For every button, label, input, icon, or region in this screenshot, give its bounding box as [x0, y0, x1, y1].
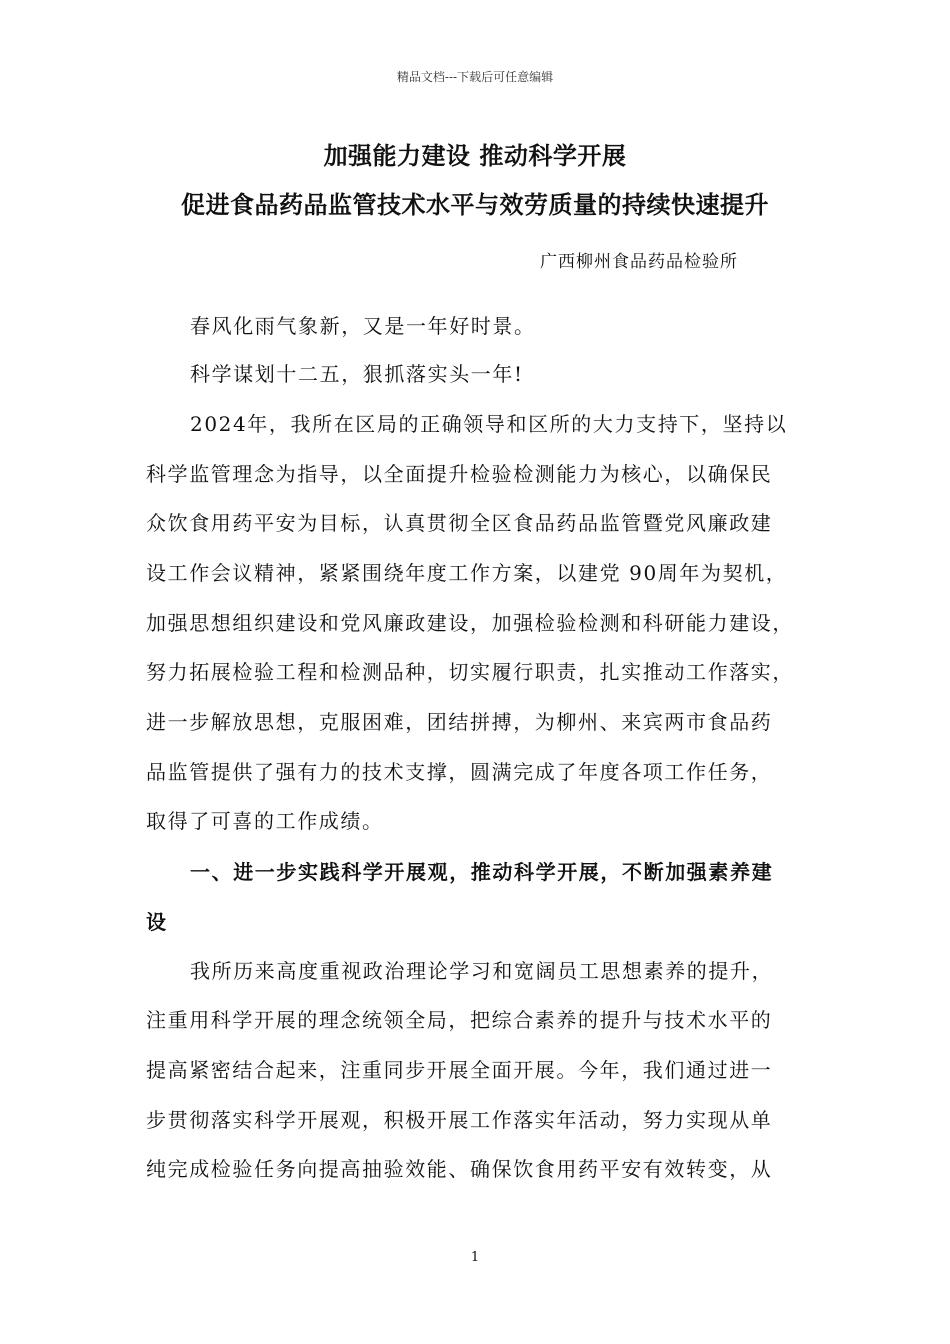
paragraph-line: 我所历来高度重视政治理论学习和宽阔员工思想素养的提升，: [190, 959, 774, 983]
paragraph-line: 科学监管理念为指导，以全面提升检验检测能力为核心，以确保民: [146, 462, 773, 486]
section-heading: 一、进一步实践科学开展观，推动科学开展，不断加强素养建: [190, 860, 774, 884]
document-title-line-2: 促进食品药品监管技术水平与效劳质量的持续快速提升: [181, 190, 769, 219]
paragraph-line: 取得了可喜的工作成绩。: [146, 809, 384, 833]
paragraph-line: 步贯彻落实科学开展观，积极开展工作落实年活动，努力实现从单: [146, 1108, 773, 1132]
header-note: 精品文档---下载后可任意编辑: [396, 70, 554, 84]
page-number: 1: [470, 1250, 480, 1265]
paragraph-line: 加强思想组织建设和党风廉政建设，加强检验检测和科研能力建设，: [146, 611, 794, 635]
paragraph-line: 设工作会议精神，紧紧围绕年度工作方案，以建党 90周年为契机，: [146, 561, 788, 585]
paragraph-line: 纯完成检验任务向提高抽验效能、确保饮食用药平安有效转变，从: [146, 1157, 773, 1181]
paragraph-line: 品监管提供了强有力的技术支撑，圆满完成了年度各项工作任务，: [146, 760, 773, 784]
paragraph-line: 2024年，我所在区局的正确领导和区所的大力支持下，坚持以: [190, 412, 788, 436]
author-organization: 广西柳州食品药品检验所: [540, 252, 738, 272]
paragraph-line: 注重用科学开展的理念统领全局，把综合素养的提升与技术水平的: [146, 1008, 773, 1032]
paragraph-line: 提高紧密结合起来，注重同步开展全面开展。今年，我们通过进一: [146, 1058, 773, 1082]
paragraph-line: 努力拓展检验工程和检测品种，切实履行职责，扎实推动工作落实，: [146, 660, 794, 684]
paragraph-line: 春风化雨气象新，又是一年好时景。: [190, 314, 536, 338]
paragraph-line: 进一步解放思想，克服困难，团结拼搏，为柳州、来宾两市食品药: [146, 710, 773, 734]
section-heading: 设: [146, 910, 168, 934]
paragraph-line: 众饮食用药平安为目标，认真贯彻全区食品药品监管暨党风廉政建: [146, 511, 773, 535]
document-title-line-1: 加强能力建设 推动科学开展: [323, 141, 627, 170]
paragraph-line: 科学谋划十二五，狠抓落实头一年!: [190, 362, 524, 386]
